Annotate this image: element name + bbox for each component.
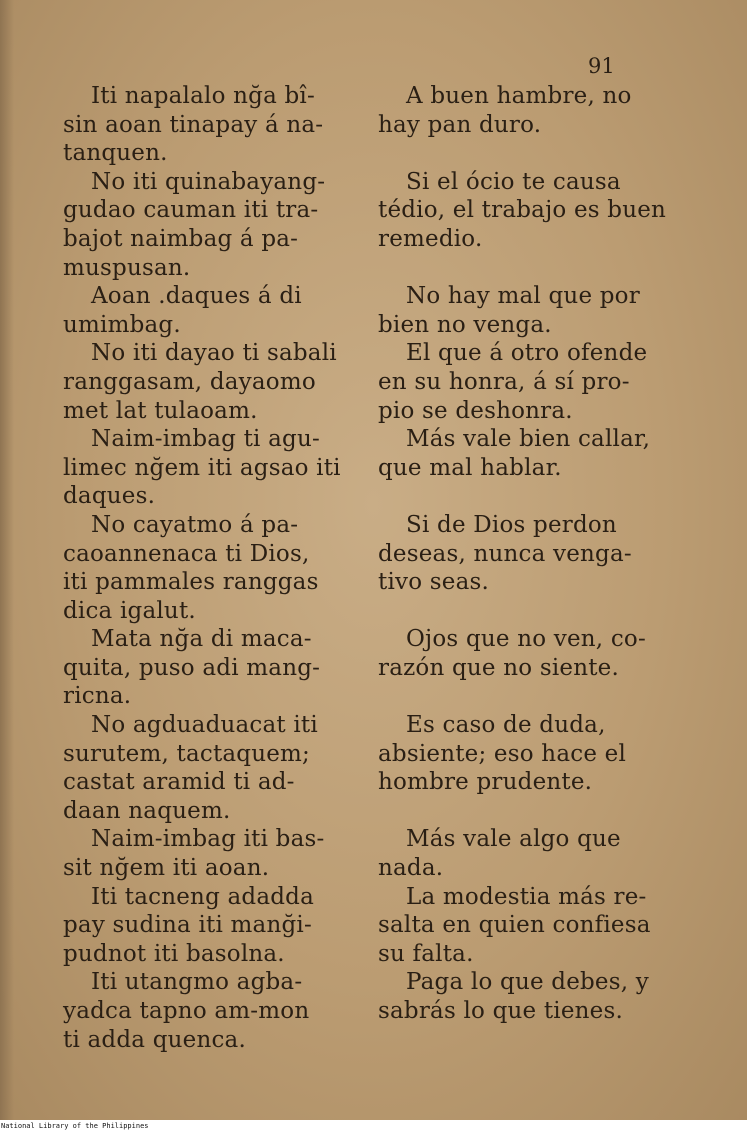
spanish-line: su falta.: [378, 940, 474, 967]
ilocano-line: limec nğem iti agsao iti: [63, 454, 341, 481]
ilocano-line: Iti utangmo agba-: [91, 969, 303, 996]
ilocano-line: ti adda quenca.: [63, 1026, 246, 1053]
ilocano-line: quita, puso adi mang-: [63, 654, 321, 681]
ilocano-line: No iti quinabayang-: [91, 168, 326, 195]
spanish-line: bien no venga.: [378, 311, 552, 338]
spanish-line: pio se deshonra.: [378, 397, 573, 424]
ilocano-line: caoannenaca ti Dios,: [63, 540, 310, 567]
ilocano-line: surutem, tactaquem;: [63, 740, 311, 767]
ilocano-line: No iti dayao ti sabali: [91, 340, 337, 367]
ilocano-line: pay sudina iti manği-: [63, 912, 312, 939]
ilocano-line: daan naquem.: [63, 797, 231, 824]
ilocano-line: Mata nğa di maca-: [91, 626, 312, 653]
spanish-line: Es caso de duda,: [406, 712, 606, 739]
ilocano-line: Iti napalalo nğa bî-: [91, 83, 315, 109]
spanish-line: absiente; eso hace el: [378, 740, 627, 767]
ilocano-line: dica igalut.: [63, 597, 196, 624]
spanish-line: hay pan duro.: [378, 111, 542, 138]
spanish-spacer: [378, 139, 678, 168]
library-credit: National Library of the Philippines: [1, 1122, 149, 1130]
spanish-spacer: [378, 797, 678, 826]
spanish-spacer: [378, 682, 678, 711]
ilocano-line: tanquen.: [63, 140, 168, 167]
spanish-line: A buen hambre, no: [406, 83, 632, 109]
ilocano-line: met lat tulaoam.: [63, 397, 258, 424]
ilocano-line: castat aramid ti ad-: [63, 769, 295, 796]
spanish-spacer: [378, 482, 678, 511]
ilocano-line: yadca tapno am-mon: [63, 998, 310, 1024]
spanish-column: [378, 82, 678, 1026]
spanish-line: sabrás lo que tienes.: [378, 998, 623, 1024]
spanish-line: hombre prudente.: [378, 769, 593, 796]
spanish-line: Más vale algo que: [406, 826, 621, 853]
ilocano-line: Aoan .daques á di: [91, 283, 302, 310]
spanish-line: El que á otro ofende: [406, 340, 648, 367]
ilocano-line: gudao cauman iti tra-: [63, 197, 319, 224]
ilocano-line: Naim-imbag ti agu-: [91, 426, 320, 453]
ilocano-line: Naim-imbag iti bas-: [91, 826, 325, 853]
spanish-line: Paga lo que debes, y: [406, 969, 649, 996]
ilocano-line: pudnot iti basolna.: [63, 940, 285, 967]
ilocano-line: No cayatmo á pa-: [91, 511, 299, 538]
spanish-line: tédio, el trabajo es buen: [378, 197, 667, 224]
spanish-line: nada.: [378, 855, 444, 882]
spanish-line: Ojos que no ven, co-: [406, 626, 646, 653]
ilocano-line: iti pammales ranggas: [63, 569, 319, 596]
spanish-line: tivo seas.: [378, 569, 489, 596]
spanish-line: deseas, nunca venga-: [378, 540, 632, 567]
page-edge-shadow: [0, 0, 14, 1120]
ilocano-line: ranggasam, dayaomo: [63, 368, 316, 395]
spanish-line: Más vale bien callar,: [406, 426, 651, 453]
ilocano-line: bajot naimbag á pa-: [63, 225, 299, 252]
ilocano-line: sit nğem iti aoan.: [63, 855, 270, 882]
spanish-line: Si de Dios perdon: [406, 511, 617, 538]
spanish-line: Si el ócio te causa: [406, 168, 621, 195]
ilocano-line: daques.: [63, 483, 156, 510]
spanish-line: No hay mal que por: [406, 283, 640, 310]
ilocano-line: muspusan.: [63, 254, 191, 281]
ilocano-line: Iti tacneng adadda: [91, 883, 315, 910]
page-number: 91: [588, 54, 615, 78]
ilocano-line: sin aoan tinapay á na-: [63, 111, 324, 138]
ilocano-line: ricna.: [63, 683, 132, 710]
spanish-spacer: [378, 597, 678, 626]
spanish-line: razón que no siente.: [378, 654, 619, 681]
spanish-line: salta en quien confiesa: [378, 912, 651, 939]
spanish-spacer: [378, 254, 678, 283]
ilocano-line: No agduaduacat iti: [91, 712, 318, 739]
spanish-line: remedio.: [378, 225, 483, 252]
spanish-line: en su honra, á sí pro-: [378, 368, 630, 395]
spanish-line: que mal hablar.: [378, 454, 562, 481]
ilocano-line: umimbag.: [63, 311, 181, 338]
spanish-line: La modestia más re-: [406, 883, 647, 910]
ilocano-column: [63, 82, 353, 1054]
